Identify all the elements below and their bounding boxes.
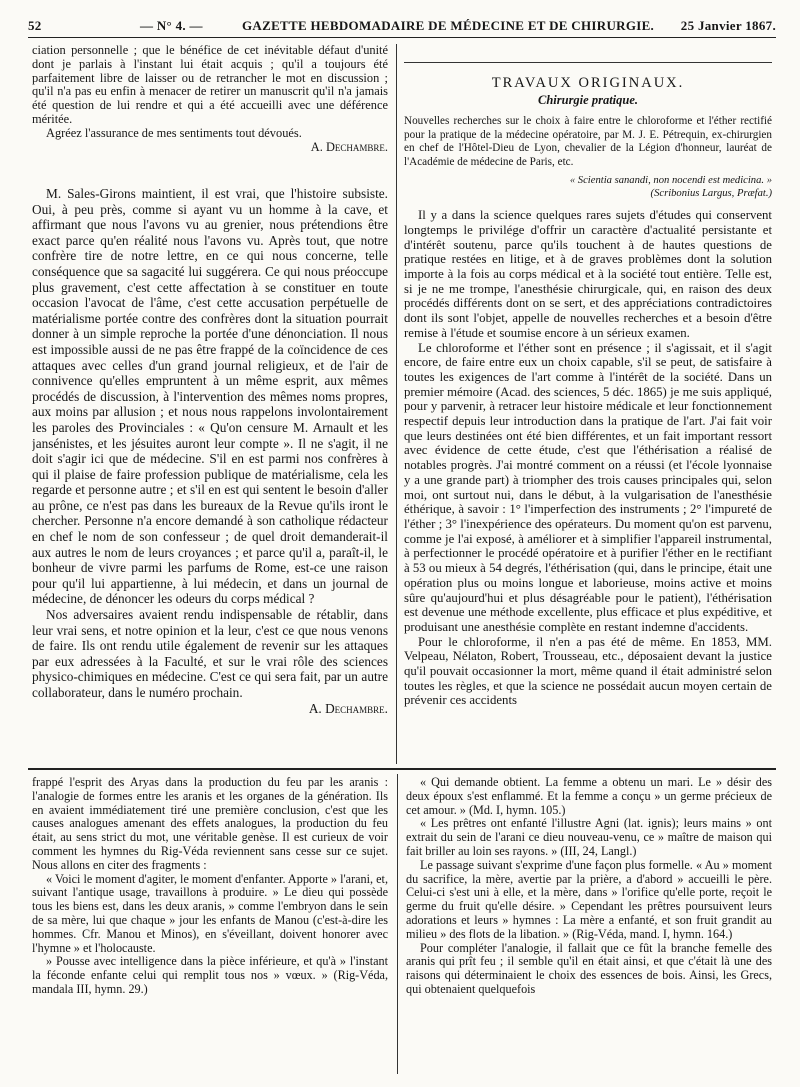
epigraph-quote: « Scientia sanandi, non nocendi est medicina. » — [569, 175, 772, 187]
letter-closing: Agréez l'assurance de mes sentiments tout dévoués. — [46, 125, 302, 140]
original-works-column — [404, 62, 772, 764]
article-title: Nouvelles recherches sur le choix à faire entre le chloroforme et l'éther rectifié pour la pratique de la médecine opératoire, par M. J. E. Pétrequin, ex-chirurgien en chef de l'Hôtel-Dieu de Lyon, chevalier de la Légion d'honneur, lauréat de l'Académie de médecine de Paris, etc. — [404, 115, 772, 168]
page-number: 52 — [28, 18, 42, 33]
epigraph-source: (Scribonius Largus, Præfat.) — [650, 187, 772, 199]
article-paragraph: Le chloroforme et l'éther sont en présence ; il s'agissait, et il s'agit encore, de faire entre eux un choix capable, s'il se peut, de satisfaire à toutes les exigences de l'art comme à l'intérêt de la société. Dans un premier mémoire (Acad. des sciences, 5 déc. 1865) je me suis appliqué, pour y parvenir, à retracer leur histoire médicale et leur fonctionnement respectif depuis leur introduction dans la pratique de l'art. J'ai fait voir que leurs destinées ont été bien différentes, et un fait important ressort avec évidence de cette étude, c'est que l'éthérisation a réalisé de notables progrès. J'ai montré comment on a réussi (et l'école lyonnaise y a une grande part) à triompher des trois causes principales qui, selon moi, ont surtout nui, dans le début, à la vulgarisation de l'anesthésie éthérique, à savoir : 1° l'imperfection des instruments ; 2° l'impureté de l'éther ; 3° l'inexpérience des opérateurs. Du moment qu'on est parvenu, comme je l'ai exposé, à améliorer et à simplifier l'appareil instrumental, à perfectionner le procédé opératoire et à purifier l'éther en le rectifiant à 53 ou mieux à 54 degrés, l'éthérisation (qui, dans le principe, était une opération plus ou moins longue et laborieuse, moins active et moins sûre qu'aujourd'hui et plus désagréable pour le patient), l'éthérisation est devenue une méthode excellente, plus efficace et plus expéditive, et produisant une anesthésie complète en restant indemne d'accidents. — [404, 340, 772, 634]
letter-ending — [32, 44, 388, 180]
section-title: TRAVAUX ORIGINAUX. — [491, 75, 685, 91]
editorial-signature: A. Dechambre. — [308, 700, 388, 716]
editorial-column — [32, 186, 388, 764]
feuilleton-quote: « Les prêtres ont enfanté l'illustre Agni (lat. ignis); leurs mains » ont extrait du sein de l'arani ce dieu nouveau-venu, ce » maître de maison qui fait briller au loin ses rayons. » (III, 24, Langl.) — [406, 816, 772, 858]
letter-paragraph: ciation personnelle ; que le bénéfice de cet inévitable défaut d'unité dont je parlais à l'instant lui était acquis ; qu'il a toujours été parfaitement libre de laisser ou de retrancher le mot en discussion ; qu'il n'a pas eu enfin à menacer de retirer un manuscrit qu'il n'a jamais été question de lui rendre et qui a été accueilli avec une déférence méritée. — [32, 44, 388, 126]
feuilleton-left — [32, 776, 388, 1076]
epigraph — [404, 175, 772, 200]
feuilleton-quote: » Pousse avec intelligence dans la pièce inférieure, et qu'à » l'instant la féconde enfante celui qui remplit tous nos » vœux. » (Rig-Véda, mandala III, hymn. 29.) — [32, 954, 388, 996]
feuilleton-paragraph: Pour compléter l'analogie, il fallait que ce fût la branche femelle des aranis qui prît feu ; il semble qu'il en était ainsi, et que c'était là une des raisons qui déterminaient le choix des essences de bois. Ainsi, les Grecs, qui obtenaient quelquefois — [406, 940, 772, 996]
feuilleton-right — [406, 776, 772, 1076]
subsection-title: Chirurgie pratique. — [537, 92, 639, 107]
feuilleton-paragraph: frappé l'esprit des Aryas dans la production du feu par les aranis : l'analogie de formes entre les aranis et les organes de la génération. Ils en avaient immédiatement tiré une première conclusion, c'est que les causes analogues amenant des effets analogues, la production du feu était, au sens strict du mot, une véritable genèse. Il est curieux de voir comment les hymnes du Rig-Véda reviennent sans cesse sur ce sujet. Nous allons en citer des fragments : — [32, 776, 388, 872]
journal-title: GAZETTE HEBDOMADAIRE DE MÉDECINE ET DE CHIRURGIE. — [242, 18, 655, 33]
article-paragraph: Pour le chloroforme, il n'en a pas été de même. En 1853, MM. Velpeau, Nélaton, Robert, Trousseau, etc., déposaient devant la justice qu'il pouvait occasionner la mort, même quand il était administré selon toutes les règles, et que la science ne possédait aucun moyen certain de prévenir ces accidents — [404, 634, 772, 708]
column-divider — [396, 44, 397, 764]
editorial-paragraph: M. Sales-Girons maintient, il est vrai, que l'histoire subsiste. Oui, à peu près, comme si ayant vu un homme à la cave, et affirmant que nous l'avons vu au grenier, nous prétendions être exact parce qu'en réalité nous l'avons vu. Après tout, que notre confrère tire de notre lettre, en ce qui nous concerne, telle conséquence que sa sagacité lui suggérera. Ce qui nous préoccupe plus gravement, c'est cette affectation à se constituer en toute occasion l'avocat de l'âme, c'est cette accusation perpétuelle de matérialisme portée contre des confrères dont la situation pourrait donner à un simple reproche la portée d'une dénonciation. Il nous est impossible aussi de ne pas être frappé de la coïncidence de ces attaques avec celles d'un grand journal religieux, et de l'air de connivence qu'elles empruntent à un même esprit, aux mêmes procédés de discussion, à l'intervention des mêmes noms propres, aux moins par allusion ; et nous nous rappelons involontairement les paroles des Provinciales : « Qu'on censure M. Arnault et les jansénistes, et les jésuites auront leur compte ». Il ne s'agit, il ne doit s'agir ici que de médecine. S'il en est parmi nos confrères à qui il plaise de faire profession publique de matérialisme, cela les regarde et personne autre ; et s'il en est qui sentent le besoin d'aller au prône, ce n'est pas dans les bureaux de la Revue qu'ils iront le chercher. Personne n'a encore demandé à son catholique rédacteur en chef le nom de son confesseur ; de quel droit demanderait-il aux autres le nom de leurs croyances ; et parce qu'il a, paraît-il, le bonheur de vivre parmi les parfums de Rome, est-ce une raison pour qu'il lui appartienne, à lui médecin, et dans un journal de médecine, de dénoncer les odeurs du corps médical ? — [32, 186, 388, 607]
feuilleton-paragraph: Le passage suivant s'exprime d'une façon plus formelle. « Au » moment du sacrifice, la mère, avertie par la prière, a d'abord » accueilli le père. Celui-ci s'est uni à elle, et la mère, dans » l'orifice qu'elle porte, reçoit le germe du fruit qu'elle désire. » Cependant les prêtres poursuivent leurs adorations et leurs » hymnes : La mère a enfanté, et son fruit grandit au milieu » des flots de la libation. » (Rig-Véda, mand. I, hymn. 164.) — [406, 857, 772, 941]
article-paragraph: Il y a dans la science quelques rares sujets d'études qui conservent longtemps le privilége d'offrir un caractère d'actualité persistante et d'intérêt soutenu, parce qu'ils touchent à de hautes questions de pratique restées en litige, et à de graves problèmes dont la solution importe à la fois au corps médical et à la société tout entière. Telle est, si je ne me trompe, l'anesthésie chirurgicale, qui, en raison des deux procédés différents dont on se sert, et des appréciations contradictoires dont ils sont l'objet, appelle de nouvelles recherches et a besoin d'être remise à l'étude et soumise encore à un sérieux examen. — [404, 208, 772, 340]
issue-number: — N° 4. — — [140, 18, 203, 33]
issue-date: 25 Janvier 1867. — [680, 18, 776, 33]
letter-signature: A. Dechambre. — [310, 139, 388, 154]
feuilleton-quote: « Qui demande obtient. La femme a obtenu un mari. Le » désir des deux époux s'est enflammé. Et la femme a conçu » un germe précieux de cet amour. » (Md. I, hymn. 105.) — [406, 776, 772, 817]
feuilleton-column-divider — [397, 774, 398, 1074]
feuilleton-quote: « Voici le moment d'agiter, le moment d'enfanter. Apporte » l'arani, et, suivant l'antique usage, travaillons à produire. » Le dieu qui possède tous les biens est, dans les deux aranis, » comme l'embryon dans le sein de sa mère, lui que chaque » jour les enfants de Manou (c'est-à-dire les hommes. Cfr. Manou et Minos), en s'éveillant, doivent honorer avec l'hymne » et l'holocauste. — [32, 871, 388, 955]
editorial-paragraph: Nos adversaires avaient rendu indispensable de rétablir, dans leur vrai sens, et notre opinion et la leur, c'est ce que nous venons de faire. Ils ont rendu utile également de revenir sur les attaques par eux adressées à la Faculté, et sur le vrai rôle des sciences physico-chimiques en médecine. C'est ce qui sera fait, par un autre collaborateur, dans le numéro prochain. — [32, 607, 388, 700]
page-header — [28, 14, 776, 38]
feuilleton-rule — [28, 768, 776, 770]
